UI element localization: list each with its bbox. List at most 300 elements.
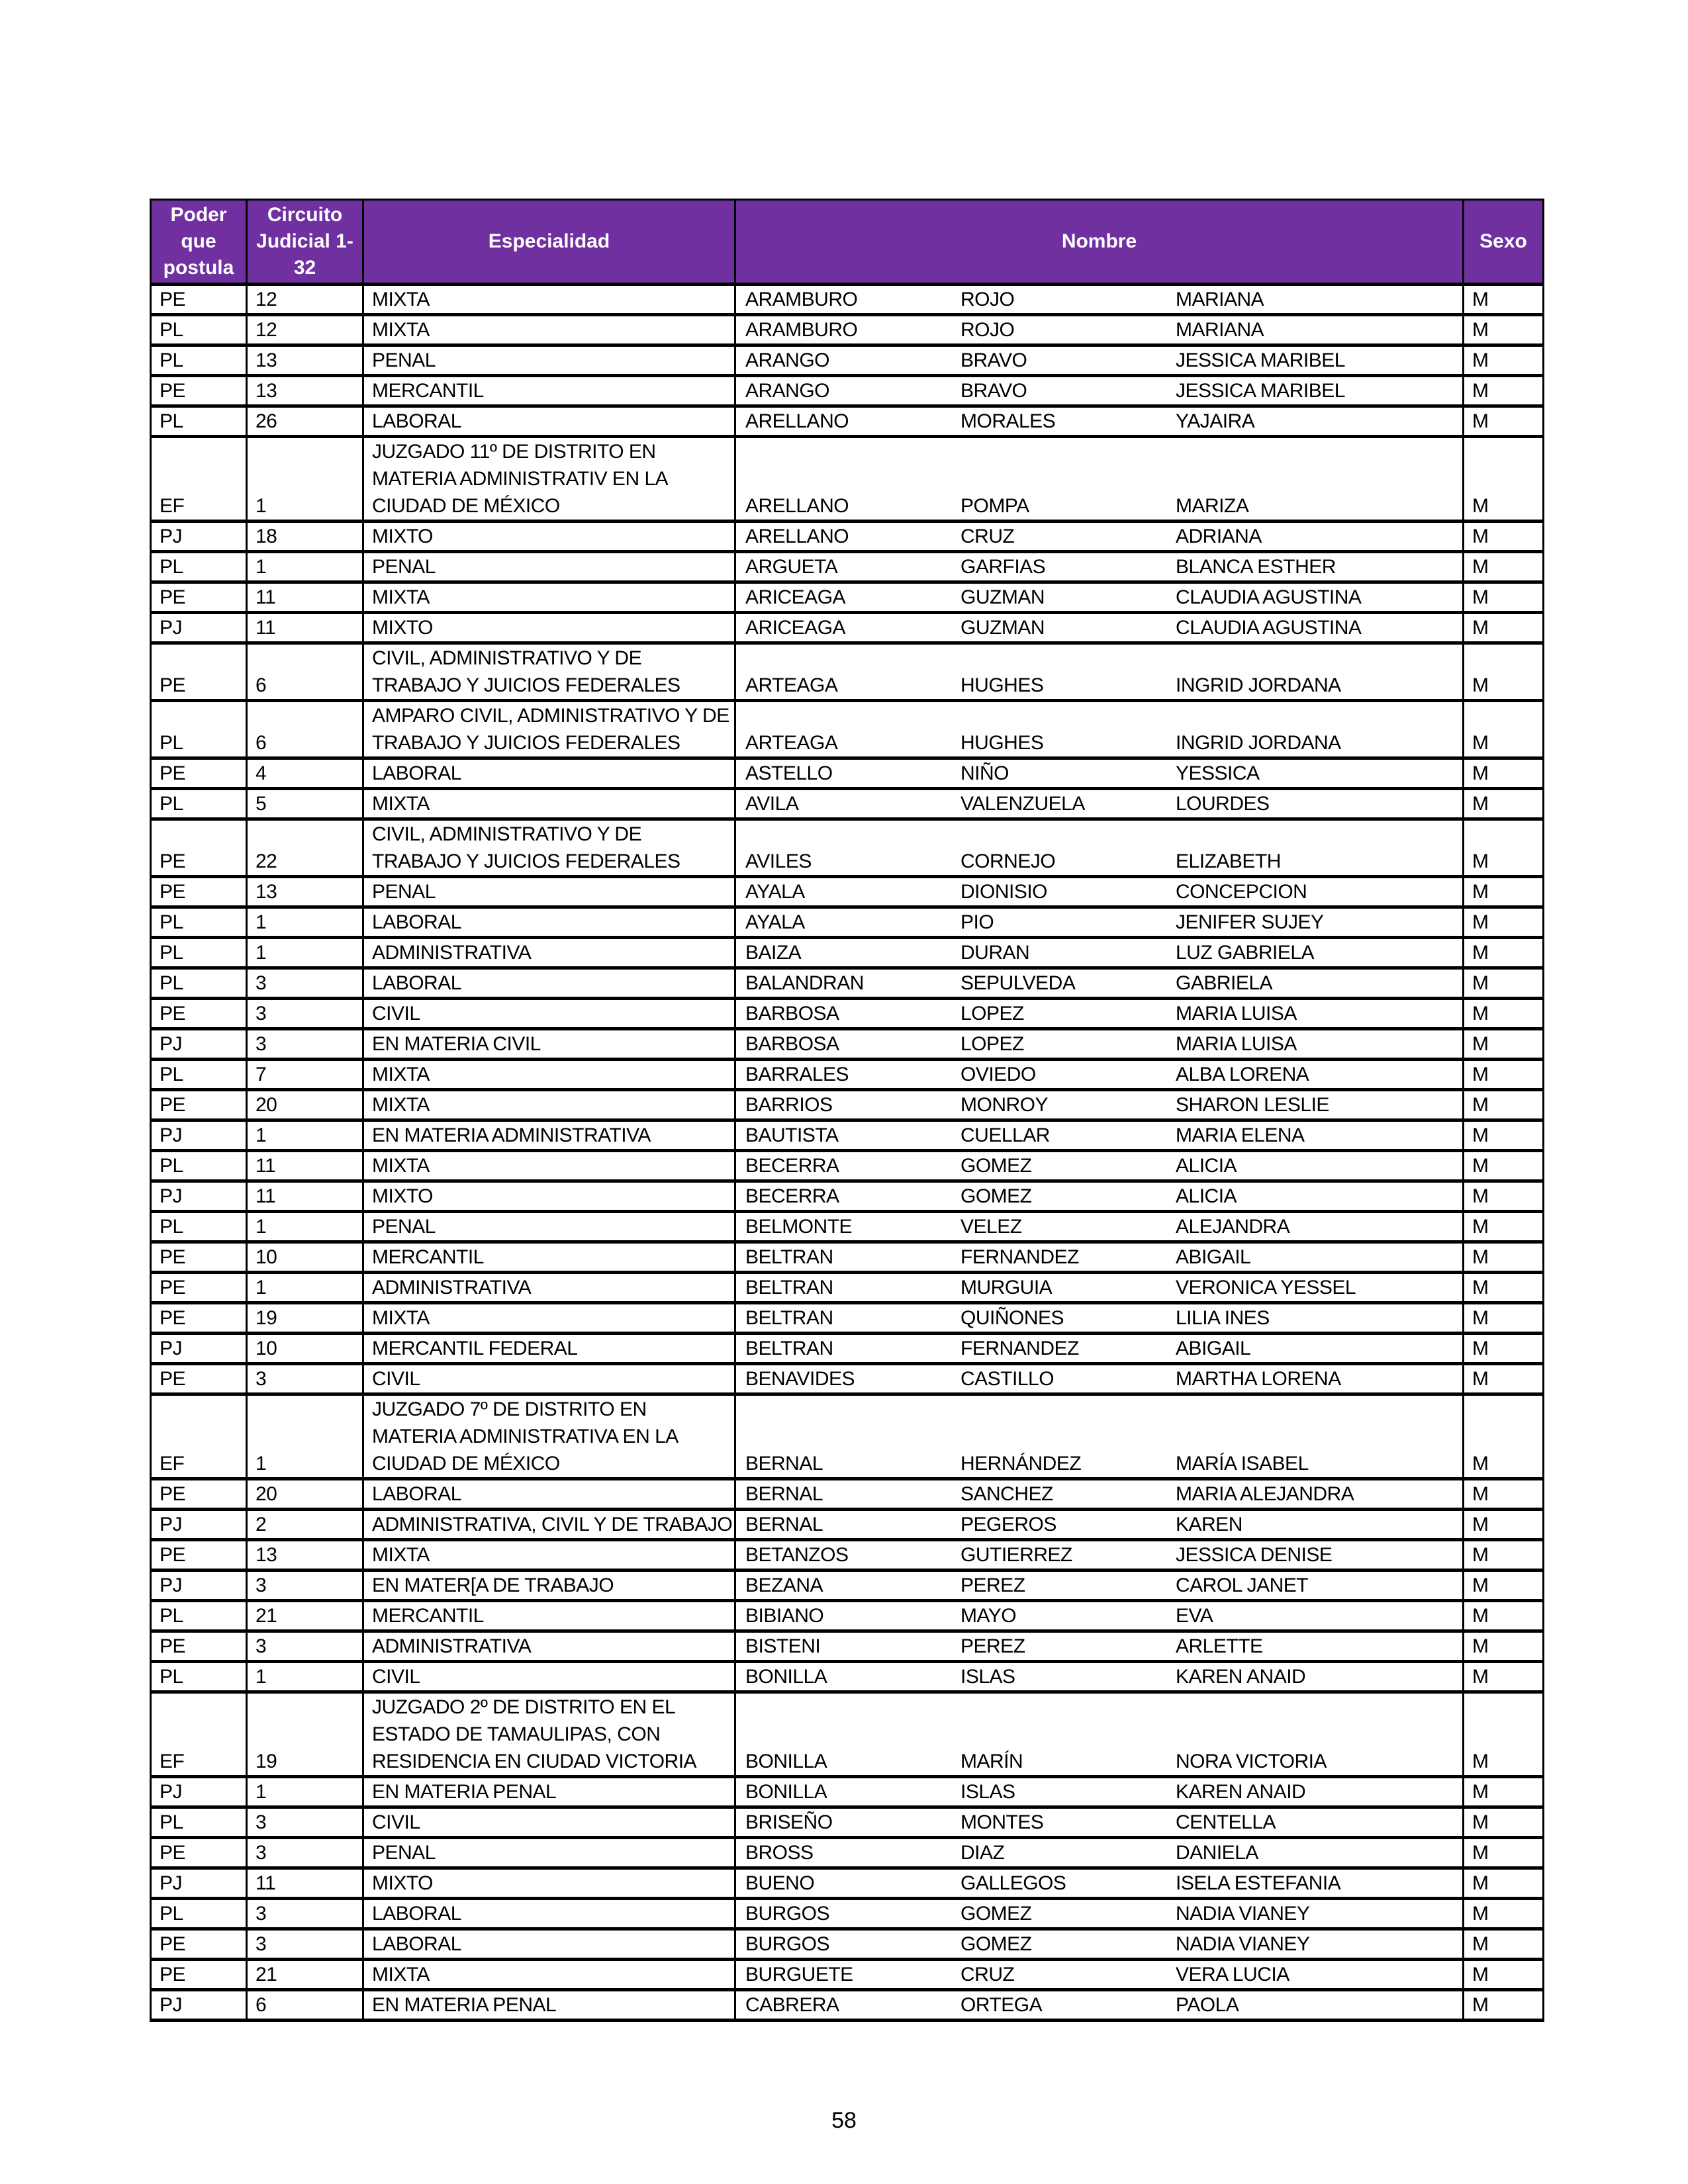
cell-especialidad: MERCANTIL — [363, 1242, 735, 1273]
cell-especialidad: EN MATERIA PENAL — [363, 1777, 735, 1807]
cell-poder: PL — [151, 907, 247, 938]
cell-poder: PL — [151, 789, 247, 819]
table-row — [151, 1151, 1544, 1181]
table-row — [151, 1120, 1544, 1151]
apellido-materno: QUIÑONES — [961, 1307, 1064, 1329]
table-row — [151, 643, 1544, 701]
cell-nombre — [735, 1777, 1464, 1807]
nombres: NORA VICTORIA — [1176, 1751, 1327, 1772]
cell-circuito: 18 — [247, 522, 363, 552]
cell-circuito: 1 — [247, 552, 363, 582]
apellido-materno: ISLAS — [961, 1781, 1015, 1803]
apellido-materno: GALLEGOS — [961, 1872, 1066, 1894]
cell-circuito: 6 — [247, 643, 363, 701]
apellido-materno: DIAZ — [961, 1842, 1005, 1864]
table-row — [151, 1090, 1544, 1120]
cell-poder: PJ — [151, 1334, 247, 1364]
apellido-materno: LOPEZ — [961, 1003, 1024, 1024]
nombres: KAREN — [1176, 1514, 1243, 1535]
cell-nombre — [735, 1868, 1464, 1899]
nombres: MARIA ELENA — [1176, 1124, 1305, 1146]
table-row — [151, 345, 1544, 376]
cell-circuito: 7 — [247, 1060, 363, 1090]
cell-especialidad: EN MATER[A DE TRABAJO — [363, 1570, 735, 1601]
cell-poder: PE — [151, 1838, 247, 1868]
cell-sexo: M — [1464, 1631, 1544, 1662]
cell-sexo: M — [1464, 1692, 1544, 1777]
table-row — [151, 376, 1544, 406]
apellido-materno: PEREZ — [961, 1635, 1025, 1657]
nombres: MARIA LUISA — [1176, 1003, 1297, 1024]
cell-sexo: M — [1464, 938, 1544, 968]
cell-sexo: M — [1464, 1479, 1544, 1510]
apellido-paterno: BARBOSA — [745, 1033, 839, 1055]
cell-circuito: 11 — [247, 1868, 363, 1899]
apellido-materno: GUTIERREZ — [961, 1544, 1072, 1566]
apellido-materno: MONROY — [961, 1094, 1048, 1116]
cell-sexo: M — [1464, 643, 1544, 701]
apellido-paterno: ARELLANO — [745, 525, 849, 547]
cell-nombre — [735, 1364, 1464, 1394]
table-row — [151, 1838, 1544, 1868]
cell-especialidad: MIXTA — [363, 315, 735, 345]
nombres: JESSICA MARIBEL — [1176, 349, 1345, 371]
candidates-table — [150, 199, 1544, 2022]
cell-nombre — [735, 315, 1464, 345]
cell-circuito: 12 — [247, 315, 363, 345]
table-row — [151, 1540, 1544, 1570]
table-row — [151, 1181, 1544, 1212]
apellido-materno: PEREZ — [961, 1574, 1025, 1596]
cell-sexo: M — [1464, 1151, 1544, 1181]
cell-especialidad: MIXTA — [363, 1151, 735, 1181]
cell-especialidad: PENAL — [363, 1838, 735, 1868]
cell-nombre — [735, 1479, 1464, 1510]
apellido-paterno: CABRERA — [745, 1994, 839, 2016]
cell-sexo: M — [1464, 1303, 1544, 1334]
table-row — [151, 1868, 1544, 1899]
apellido-paterno: BETANZOS — [745, 1544, 849, 1566]
apellido-materno: BRAVO — [961, 380, 1027, 402]
cell-poder: PE — [151, 1242, 247, 1273]
cell-sexo: M — [1464, 1510, 1544, 1540]
apellido-materno: MORALES — [961, 410, 1056, 432]
cell-especialidad: MIXTO — [363, 613, 735, 643]
cell-circuito: 12 — [247, 285, 363, 315]
cell-circuito: 3 — [247, 1631, 363, 1662]
cell-especialidad: JUZGADO 2º DE DISTRITO EN EL ESTADO DE TAMAULIPAS, CON RESIDENCIA EN CIUDAD VICTORIA — [363, 1692, 735, 1777]
nombres: CLAUDIA AGUSTINA — [1176, 617, 1362, 639]
cell-especialidad: EN MATERIA ADMINISTRATIVA — [363, 1120, 735, 1151]
nombres: LILIA INES — [1176, 1307, 1270, 1329]
apellido-paterno: BECERRA — [745, 1185, 839, 1207]
apellido-paterno: ASTELLO — [745, 762, 833, 784]
apellido-materno: HUGHES — [961, 674, 1044, 696]
nombres: VERONICA YESSEL — [1176, 1277, 1356, 1298]
cell-poder: PL — [151, 1662, 247, 1692]
cell-circuito: 20 — [247, 1479, 363, 1510]
apellido-paterno: BELTRAN — [745, 1277, 833, 1298]
apellido-materno: MONTES — [961, 1811, 1044, 1833]
cell-poder: PJ — [151, 613, 247, 643]
cell-sexo: M — [1464, 907, 1544, 938]
cell-sexo: M — [1464, 1662, 1544, 1692]
table-row — [151, 1303, 1544, 1334]
apellido-paterno: BARBOSA — [745, 1003, 839, 1024]
cell-circuito: 4 — [247, 758, 363, 789]
table-row — [151, 938, 1544, 968]
apellido-paterno: BURGOS — [745, 1933, 830, 1955]
cell-poder: PL — [151, 345, 247, 376]
apellido-materno: GOMEZ — [961, 1933, 1032, 1955]
cell-sexo: M — [1464, 819, 1544, 877]
cell-poder: PL — [151, 938, 247, 968]
apellido-paterno: BIBIANO — [745, 1605, 824, 1627]
cell-especialidad: PENAL — [363, 877, 735, 907]
cell-especialidad: MIXTO — [363, 522, 735, 552]
table-row — [151, 613, 1544, 643]
table-row — [151, 1029, 1544, 1060]
apellido-materno: FERNANDEZ — [961, 1338, 1079, 1359]
apellido-materno: OVIEDO — [961, 1064, 1036, 1085]
cell-nombre — [735, 582, 1464, 613]
nombres: KAREN ANAID — [1176, 1666, 1306, 1688]
nombres: YESSICA — [1176, 762, 1260, 784]
cell-especialidad: LABORAL — [363, 1479, 735, 1510]
apellido-materno: LOPEZ — [961, 1033, 1024, 1055]
cell-circuito: 21 — [247, 1601, 363, 1631]
apellido-paterno: BELTRAN — [745, 1307, 833, 1329]
apellido-materno: CRUZ — [961, 1964, 1015, 1985]
cell-nombre — [735, 1631, 1464, 1662]
table-row — [151, 1631, 1544, 1662]
apellido-materno: GOMEZ — [961, 1155, 1032, 1177]
cell-poder: PJ — [151, 1570, 247, 1601]
header-poder: Poder que postula — [151, 200, 247, 285]
cell-sexo: M — [1464, 1334, 1544, 1364]
table-row — [151, 1899, 1544, 1929]
cell-especialidad: MERCANTIL FEDERAL — [363, 1334, 735, 1364]
cell-nombre — [735, 1090, 1464, 1120]
cell-nombre — [735, 1570, 1464, 1601]
table-header-row — [151, 200, 1544, 285]
cell-poder: PE — [151, 582, 247, 613]
cell-circuito: 19 — [247, 1692, 363, 1777]
cell-poder: PJ — [151, 1120, 247, 1151]
apellido-materno: BRAVO — [961, 349, 1027, 371]
apellido-paterno: BONILLA — [745, 1751, 827, 1772]
cell-poder: PJ — [151, 1990, 247, 2021]
page-number: 58 — [831, 2108, 857, 2133]
cell-circuito: 3 — [247, 1029, 363, 1060]
cell-poder: PL — [151, 1212, 247, 1242]
apellido-materno: MAYO — [961, 1605, 1017, 1627]
nombres: MARIZA — [1176, 495, 1249, 517]
cell-sexo: M — [1464, 999, 1544, 1029]
cell-nombre — [735, 1540, 1464, 1570]
cell-especialidad: MIXTA — [363, 1060, 735, 1090]
table-row — [151, 1601, 1544, 1631]
apellido-materno: CUELLAR — [961, 1124, 1050, 1146]
cell-especialidad: ADMINISTRATIVA — [363, 1631, 735, 1662]
cell-especialidad: CIVIL — [363, 999, 735, 1029]
cell-nombre — [735, 999, 1464, 1029]
cell-nombre — [735, 1242, 1464, 1273]
table-row — [151, 1212, 1544, 1242]
cell-especialidad: MIXTA — [363, 582, 735, 613]
table-row — [151, 1479, 1544, 1510]
apellido-paterno: BECERRA — [745, 1155, 839, 1177]
cell-circuito: 1 — [247, 1394, 363, 1479]
nombres: GABRIELA — [1176, 972, 1273, 994]
cell-especialidad: MIXTA — [363, 789, 735, 819]
apellido-paterno: ARICEAGA — [745, 617, 846, 639]
cell-sexo: M — [1464, 1868, 1544, 1899]
cell-sexo: M — [1464, 376, 1544, 406]
cell-nombre — [735, 1334, 1464, 1364]
nombres: MARIA LUISA — [1176, 1033, 1297, 1055]
cell-nombre — [735, 1601, 1464, 1631]
cell-circuito: 3 — [247, 1364, 363, 1394]
cell-nombre — [735, 1273, 1464, 1303]
table-row — [151, 1807, 1544, 1838]
nombres: MARTHA LORENA — [1176, 1368, 1341, 1390]
cell-sexo: M — [1464, 1838, 1544, 1868]
cell-circuito: 22 — [247, 819, 363, 877]
cell-nombre — [735, 345, 1464, 376]
cell-especialidad: MIXTA — [363, 1303, 735, 1334]
cell-especialidad: LABORAL — [363, 758, 735, 789]
cell-especialidad: MERCANTIL — [363, 376, 735, 406]
cell-especialidad: CIVIL — [363, 1364, 735, 1394]
cell-sexo: M — [1464, 1120, 1544, 1151]
cell-poder: PE — [151, 999, 247, 1029]
cell-nombre — [735, 1060, 1464, 1090]
apellido-paterno: BELTRAN — [745, 1338, 833, 1359]
cell-nombre — [735, 789, 1464, 819]
cell-sexo: M — [1464, 701, 1544, 758]
nombres: KAREN ANAID — [1176, 1781, 1306, 1803]
cell-sexo: M — [1464, 406, 1544, 437]
nombres: CAROL JANET — [1176, 1574, 1309, 1596]
cell-poder: PE — [151, 1273, 247, 1303]
table-row — [151, 907, 1544, 938]
nombres: ALEJANDRA — [1176, 1216, 1290, 1238]
cell-circuito: 21 — [247, 1960, 363, 1990]
cell-circuito: 6 — [247, 1990, 363, 2021]
apellido-materno: GUZMAN — [961, 586, 1045, 608]
table-row — [151, 1570, 1544, 1601]
nombres: SHARON LESLIE — [1176, 1094, 1329, 1116]
nombres: CENTELLA — [1176, 1811, 1276, 1833]
cell-poder: PE — [151, 1479, 247, 1510]
table-row — [151, 437, 1544, 522]
cell-poder: PJ — [151, 1868, 247, 1899]
table-row — [151, 522, 1544, 552]
nombres: CONCEPCION — [1176, 881, 1307, 903]
cell-nombre — [735, 613, 1464, 643]
apellido-materno: GOMEZ — [961, 1185, 1032, 1207]
apellido-paterno: BONILLA — [745, 1666, 827, 1688]
cell-especialidad: MIXTA — [363, 285, 735, 315]
cell-circuito: 1 — [247, 1662, 363, 1692]
cell-circuito: 1 — [247, 907, 363, 938]
cell-sexo: M — [1464, 758, 1544, 789]
apellido-materno: HUGHES — [961, 732, 1044, 754]
cell-nombre — [735, 877, 1464, 907]
cell-circuito: 3 — [247, 1807, 363, 1838]
nombres: INGRID JORDANA — [1176, 674, 1341, 696]
apellido-paterno: BAIZA — [745, 942, 802, 964]
cell-circuito: 26 — [247, 406, 363, 437]
cell-sexo: M — [1464, 1929, 1544, 1960]
apellido-materno: ISLAS — [961, 1666, 1015, 1688]
cell-poder: PE — [151, 1631, 247, 1662]
cell-sexo: M — [1464, 1899, 1544, 1929]
nombres: CLAUDIA AGUSTINA — [1176, 586, 1362, 608]
cell-nombre — [735, 938, 1464, 968]
cell-nombre — [735, 1838, 1464, 1868]
cell-especialidad: JUZGADO 11º DE DISTRITO EN MATERIA ADMINISTRATIV EN LA CIUDAD DE MÉXICO — [363, 437, 735, 522]
nombres: EVA — [1176, 1605, 1213, 1627]
cell-nombre — [735, 758, 1464, 789]
cell-poder: PL — [151, 1601, 247, 1631]
cell-circuito: 1 — [247, 1777, 363, 1807]
apellido-materno: GUZMAN — [961, 617, 1045, 639]
table-row — [151, 758, 1544, 789]
cell-especialidad: CIVIL, ADMINISTRATIVO Y DE TRABAJO Y JUICIOS FEDERALES — [363, 643, 735, 701]
apellido-paterno: BALANDRAN — [745, 972, 864, 994]
cell-nombre — [735, 1899, 1464, 1929]
cell-nombre — [735, 1990, 1464, 2021]
apellido-paterno: ARANGO — [745, 349, 830, 371]
cell-circuito: 1 — [247, 1273, 363, 1303]
cell-especialidad: MERCANTIL — [363, 1601, 735, 1631]
apellido-paterno: BELTRAN — [745, 1246, 833, 1268]
cell-poder: EF — [151, 1394, 247, 1479]
nombres: PAOLA — [1176, 1994, 1239, 2016]
nombres: JESSICA MARIBEL — [1176, 380, 1345, 402]
cell-poder: PJ — [151, 1181, 247, 1212]
cell-especialidad: CIVIL, ADMINISTRATIVO Y DE TRABAJO Y JUICIOS FEDERALES — [363, 819, 735, 877]
table-row — [151, 315, 1544, 345]
apellido-paterno: BERNAL — [745, 1514, 823, 1535]
apellido-materno: HERNÁNDEZ — [961, 1453, 1082, 1475]
cell-circuito: 1 — [247, 1120, 363, 1151]
apellido-paterno: BUENO — [745, 1872, 815, 1894]
cell-especialidad: PENAL — [363, 1212, 735, 1242]
cell-especialidad: MIXTA — [363, 1960, 735, 1990]
table-row — [151, 1662, 1544, 1692]
table-row — [151, 999, 1544, 1029]
cell-sexo: M — [1464, 345, 1544, 376]
cell-poder: PE — [151, 819, 247, 877]
apellido-materno: CRUZ — [961, 525, 1015, 547]
nombres: JESSICA DENISE — [1176, 1544, 1333, 1566]
cell-sexo: M — [1464, 1960, 1544, 1990]
cell-especialidad: PENAL — [363, 552, 735, 582]
apellido-paterno: BERNAL — [745, 1483, 823, 1505]
cell-poder: PE — [151, 1540, 247, 1570]
table-row — [151, 582, 1544, 613]
cell-nombre — [735, 1692, 1464, 1777]
cell-nombre — [735, 907, 1464, 938]
cell-especialidad: ADMINISTRATIVA — [363, 1273, 735, 1303]
cell-especialidad: LABORAL — [363, 1899, 735, 1929]
cell-especialidad: MIXTO — [363, 1181, 735, 1212]
cell-nombre — [735, 406, 1464, 437]
table-row — [151, 1060, 1544, 1090]
cell-poder: PL — [151, 1151, 247, 1181]
cell-sexo: M — [1464, 1570, 1544, 1601]
cell-nombre — [735, 1510, 1464, 1540]
apellido-paterno: ARICEAGA — [745, 586, 846, 608]
cell-circuito: 5 — [247, 789, 363, 819]
cell-sexo: M — [1464, 1990, 1544, 2021]
apellido-materno: SEPULVEDA — [961, 972, 1076, 994]
apellido-paterno: AVILA — [745, 793, 799, 815]
cell-especialidad: EN MATERIA CIVIL — [363, 1029, 735, 1060]
cell-poder: PL — [151, 701, 247, 758]
cell-circuito: 20 — [247, 1090, 363, 1120]
cell-sexo: M — [1464, 582, 1544, 613]
cell-circuito: 3 — [247, 1929, 363, 1960]
table-row — [151, 1334, 1544, 1364]
nombres: ABIGAIL — [1176, 1338, 1251, 1359]
apellido-materno: MURGUIA — [961, 1277, 1053, 1298]
cell-especialidad: ADMINISTRATIVA, CIVIL Y DE TRABAJO — [363, 1510, 735, 1540]
cell-poder: PL — [151, 1899, 247, 1929]
cell-poder: PL — [151, 406, 247, 437]
apellido-paterno: BAUTISTA — [745, 1124, 839, 1146]
cell-circuito: 1 — [247, 437, 363, 522]
cell-especialidad: JUZGADO 7º DE DISTRITO EN MATERIA ADMINISTRATIVA EN LA CIUDAD DE MÉXICO — [363, 1394, 735, 1479]
nombres: ADRIANA — [1176, 525, 1262, 547]
apellido-paterno: ARTEAGA — [745, 732, 838, 754]
nombres: ISELA ESTEFANIA — [1176, 1872, 1341, 1894]
cell-poder: PL — [151, 968, 247, 999]
apellido-materno: POMPA — [961, 495, 1029, 517]
apellido-paterno: AVILES — [745, 850, 812, 872]
table-row — [151, 1990, 1544, 2021]
nombres: MARIA ALEJANDRA — [1176, 1483, 1354, 1505]
apellido-materno: PEGEROS — [961, 1514, 1056, 1535]
apellido-materno: VALENZUELA — [961, 793, 1085, 815]
apellido-paterno: BELMONTE — [745, 1216, 853, 1238]
apellido-paterno: ARTEAGA — [745, 674, 838, 696]
cell-circuito: 19 — [247, 1303, 363, 1334]
cell-poder: PE — [151, 1960, 247, 1990]
cell-sexo: M — [1464, 437, 1544, 522]
apellido-paterno: BENAVIDES — [745, 1368, 855, 1390]
cell-nombre — [735, 819, 1464, 877]
table-row — [151, 701, 1544, 758]
cell-poder: PE — [151, 285, 247, 315]
apellido-paterno: BURGOS — [745, 1903, 830, 1925]
cell-poder: PE — [151, 376, 247, 406]
apellido-materno: DURAN — [961, 942, 1030, 964]
apellido-materno: GOMEZ — [961, 1903, 1032, 1925]
cell-poder: EF — [151, 437, 247, 522]
cell-poder: PE — [151, 877, 247, 907]
table-row — [151, 877, 1544, 907]
table-row — [151, 285, 1544, 315]
nombres: LOURDES — [1176, 793, 1270, 815]
cell-poder: PJ — [151, 1777, 247, 1807]
cell-poder: PJ — [151, 1029, 247, 1060]
cell-nombre — [735, 1394, 1464, 1479]
nombres: ARLETTE — [1176, 1635, 1263, 1657]
